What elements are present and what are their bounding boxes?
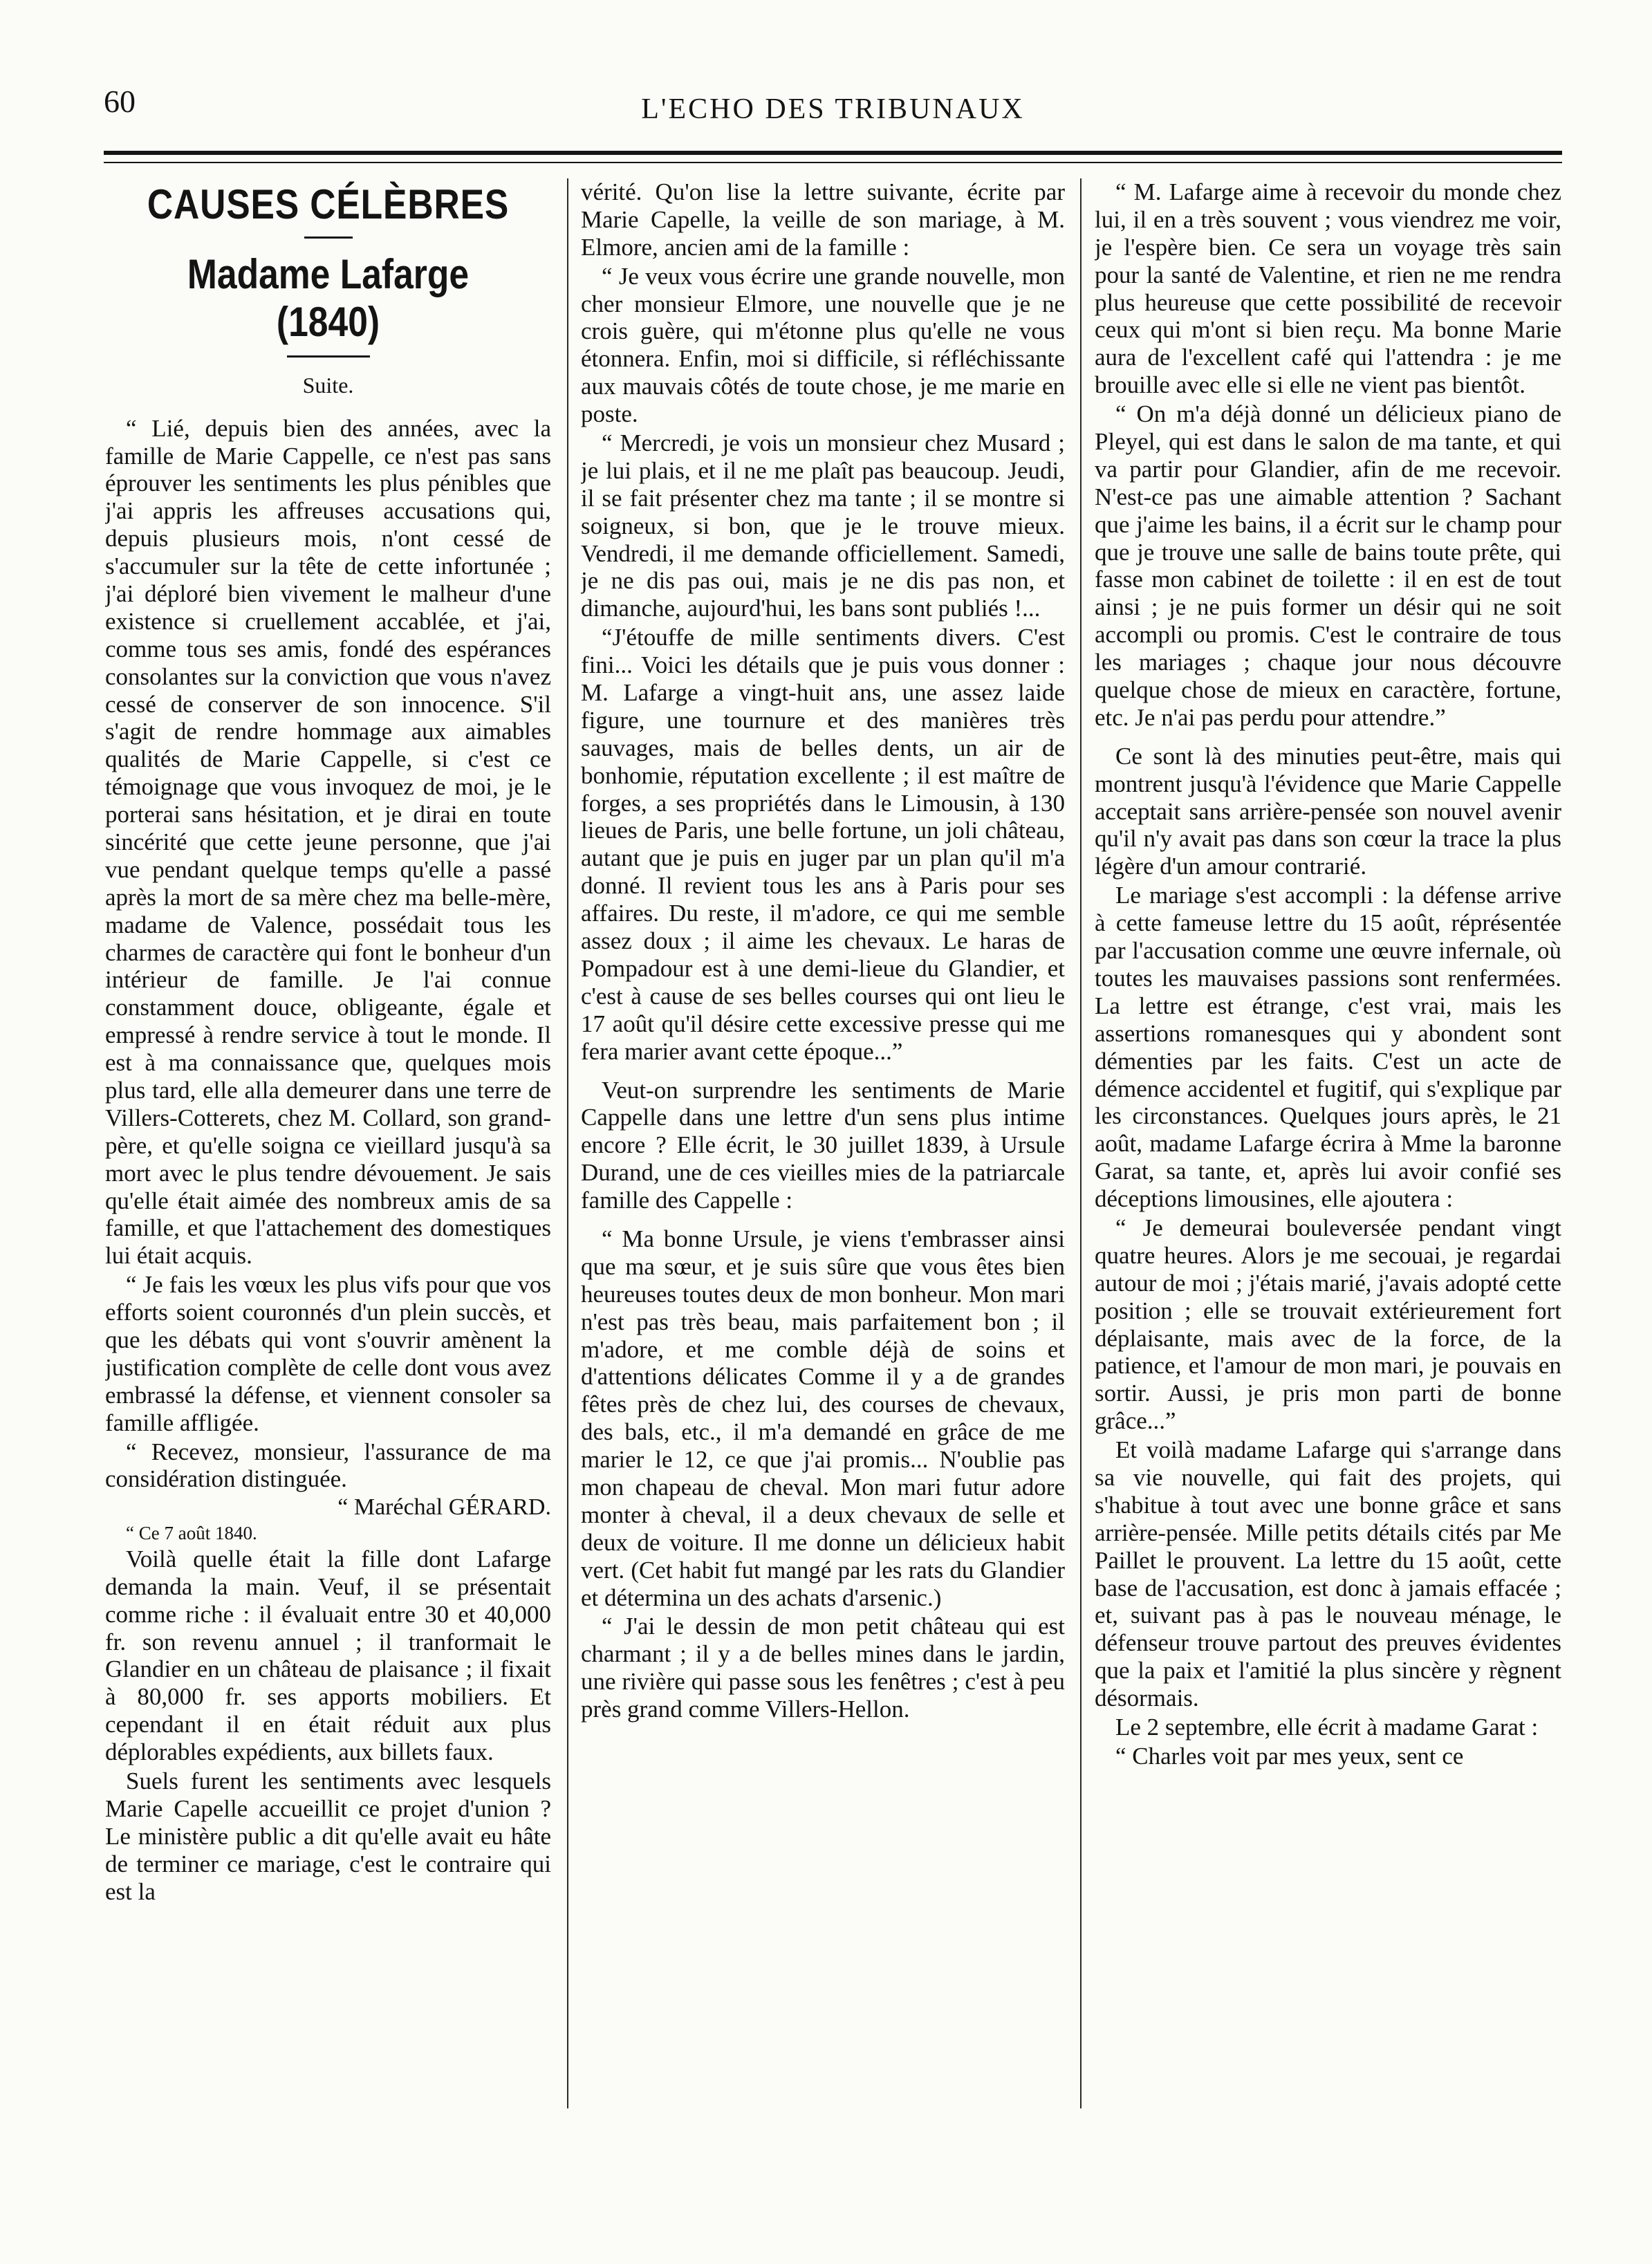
column-3	[1095, 178, 1561, 2133]
paragraph: “ J'ai le dessin de mon petit château qui est charmant ; il y a de belles mines dans le jardin, une rivière qui passe sous les fenêtres ; c'est à peu près grand comme Villers-Hellon.	[581, 1613, 1065, 1723]
paragraph: Suels furent les sentiments avec lesquels Marie Capelle accueillit ce projet d'union ? Le ministère public a dit qu'elle avait eu hâte de terminer ce mariage, c'est le contraire qui est la	[105, 1767, 551, 1905]
paragraph: Ce sont là des minuties peut-être, mais qui montrent jusqu'à l'évidence que Marie Cappelle acceptait sans arrière-pensée son nouvel avenir qu'il n'y avait pas dans son cœur la trace la plus légère d'un amour contrarié.	[1095, 742, 1561, 880]
letter-dateline: “ Ce 7 août 1840.	[126, 1523, 257, 1544]
column-divider	[567, 178, 568, 2108]
paragraph: “ Mercredi, je vois un monsieur chez Musard ; je lui plais, et il ne me plaît pas beaucoup. Jeudi, il se fait présenter chez ma tante ; il se montre si soigneux, si bon, que je le trouve mieux. Vendredi, il me demande officiellement. Samedi, je ne dis pas oui, mais je ne dis pas non, et dimanche, aujourd'hui, les bans sont publiés !...	[581, 429, 1065, 622]
column-1	[105, 178, 551, 2133]
letter-signature: “ Maréchal GÉRARD.	[337, 1494, 551, 1521]
paragraph: “ Ma bonne Ursule, je viens t'embrasser ainsi que ma sœur, et je suis sûre que vous êtes bien heureuses toutes deux de mon bonheur. Mon mari n'est pas très beau, mais parfaitement bon ; il m'adore, et me comble déjà de soins et d'attentions délicates Comme il y a de grandes fêtes près de chez lui, des courses de chevaux, des bals, etc., il m'a demandé en grâce de me marier le 12, ce que j'ai promis... N'oublie pas mon chapeau de cheval. Mon mari futur adore monter à cheval, il a deux chevaux de selle et deux de voiture. Il me donne un délicieux habit vert. (Cet habit fut mangé par les rats du Glandier et détermina un des achats d'arsenic.)	[581, 1225, 1065, 1611]
paragraph: “ Je demeurai bouleversée pendant vingt quatre heures. Alors je me secouai, je regardai autour de moi ; j'étais marié, j'avais adopté cette position ; elle se trouvait extérieurement fort déplaisante, mais avec de la force, de la patience, et l'amour de mon mari, je pouvais en sortir. Aussi, je pris mon parti de bonne grâce...”	[1095, 1214, 1561, 1435]
paragraph: Veut-on surprendre les sentiments de Marie Cappelle dans une lettre d'un sens plus intime encore ? Elle écrit, le 30 juillet 1839, à Ursule Durand, une de ces vieilles mies de la patriarcale famille des Cappelle :	[581, 1076, 1065, 1214]
paragraph: Le mariage s'est accompli : la défense arrive à cette fameuse lettre du 15 août, réprésentée par l'accusation comme une œuvre infernale, où toutes les mauvaises passions sont renfermées. La lettre est étrange, c'est vrai, mais les assertions romanesques qui y abondent sont démenties par les faits. C'est un acte de démence accidentel et fugitif, qui s'explique par les circonstances. Quelques jours après, le 21 août, madame Lafarge écrira à Mme la baronne Garat, sa tante, et, après lui avoir confié ses déceptions limousines, elle ajoutera :	[1095, 882, 1561, 1213]
running-title: L'ECHO DES TRIBUNAUX	[641, 93, 1025, 125]
page-header	[104, 77, 1562, 133]
section-title: CAUSES CÉLÈBRES	[147, 181, 510, 228]
title-divider	[287, 355, 370, 358]
paragraph: “J'étouffe de mille sentiments divers. C'est fini... Voici les détails que je puis vous donner : M. Lafarge a vingt-huit ans, une assez laide figure, une tournure et des manières très sauvages, mais de belles dents, un air de bonhomie, réputation excellente ; il est maître de forges, a ses propriétés dans le Limousin, à 130 lieues de Paris, une belle fortune, un joli château, autant que je puis en juger par un plan qu'il m'a donné. Il revient tous les ans à Paris pour ses affaires. Du reste, il m'adore, ce qui me semble assez doux ; il aime les chevaux. Le haras de Pompadour est à une demi-lieue du Glandier, et c'est à cause de ses belles courses qui ont lieu le 17 août qu'il désire cette excessive presse qui me fera marier avant cette époque...”	[581, 624, 1065, 1065]
article-subtitle: Suite.	[302, 373, 354, 398]
paragraph: “ Je fais les vœux les plus vifs pour que vos efforts soient couronnés d'un plein succès, et que les débats qui vont s'ouvrir amènent la justification complète de celle dont vous avez embrassé la défense, et viennent consoler sa famille affligée.	[105, 1271, 551, 1436]
column-2	[581, 178, 1065, 2133]
paragraph: Le 2 septembre, elle écrit à madame Garat :	[1115, 1713, 1539, 1741]
paragraph: “ Lié, depuis bien des années, avec la famille de Marie Cappelle, ce n'est pas sans éprouver les sentiments les plus pénibles que j'ai appris les affreuses accusations qui, depuis plusieurs mois, n'ont cessé de s'accumuler sur la tête de cette infortunée ; j'ai déploré bien vivement le malheur d'une existence si cruellement accablée, et j'ai, comme tous ses amis, fondé des espérances consolantes sur la conviction que vous n'avez cessé de conserver de son innocence. S'il s'agit de rendre hommage aux aimables qualités de Marie Cappelle, si c'est ce témoignage que vous invoquez de moi, je le porterai sans hésitation, et je dirai en toute sincérité que cette jeune personne, que j'ai vue pendant quelque temps qu'elle a passé après la mort de sa mère chez ma belle-mère, madame de Valence, possédait tous les charmes de caractère qui font le bonheur d'un intérieur de famille. Je l'ai connue constamment douce, obligeante, égale et empressé à rendre service à tout le monde. Il est à ma connaissance que, quelques mois plus tard, elle alla demeurer dans une terre de Villers-Cotterets, chez M. Collard, son grand-père, et qu'elle soigna ce vieillard jusqu'à sa mort avec le plus tendre dévouement. Je sais qu'elle était aimée des nombreux amis de sa famille, et que l'attachement des domestiques lui était acquis.	[105, 414, 551, 1270]
paragraph: “ Je veux vous écrire une grande nouvelle, mon cher monsieur Elmore, une nouvelle que je ne crois guère, qui m'étonne plus qu'elle ne vous étonnera. Enfin, moi si difficile, si réfléchissante aux mauvais côtés de toute chose, je me marie en poste.	[581, 262, 1065, 428]
title-divider	[304, 236, 353, 239]
paragraph: “ M. Lafarge aime à recevoir du monde chez lui, il en a très souvent ; vous viendrez me voir, je l'espère bien. Ce sera un voyage très sain pour la santé de Valentine, et rien ne me rendra plus heureuse que cette possibilité de recevoir ceux qui m'ont si bien reçu. Ma bonne Marie aura de l'excellent café qui l'attendra : je me brouille avec elle si elle ne vient pas bientôt.	[1095, 178, 1561, 399]
article-title: Madame Lafarge (1840)	[187, 251, 470, 345]
paragraph: “ On m'a déjà donné un délicieux piano de Pleyel, qui est dans le salon de ma tante, et qui va partir pour Glandier, afin de me recevoir. N'est-ce pas une aimable attention ? Sachant que j'aime les bains, il a écrit sur le champ pour que je trouve une salle de bains toute prête, qui fasse mon cabinet de toilette : il en est de tout ainsi ; je ne puis former un désir qui ne soit accompli ou promis. C'est le contraire de tous les mariages ; chaque jour nous découvre quelque chose de mieux en caractère, fortune, etc. Je n'ai pas perdu pour attendre.”	[1095, 400, 1561, 731]
header-rule-thin	[104, 162, 1562, 163]
page-number: 60	[104, 84, 136, 119]
header-rule-thick	[104, 151, 1562, 155]
paragraph: Et voilà madame Lafarge qui s'arrange dans sa vie nouvelle, qui fait des projets, qui s'habitue à tout avec une bonne grâce et sans arrière-pensée. Mille petits détails cités par Me Paillet le prouvent. La lettre du 15 août, cette base de l'accusation, est donc à jamais effacée ; et, suivant pas à pas le nouveau ménage, le défenseur trouve partout des preuves évidentes que la paix et l'amitié la plus sincère y règnent désormais.	[1095, 1436, 1561, 1712]
paragraph: Voilà quelle était la fille dont Lafarge demanda la main. Veuf, il se présentait comme riche : il évaluait entre 30 et 40,000 fr. son revenu annuel ; il tranformait le Glandier en un château de plaisance ; il fixait à 80,000 fr. ses apports mobiliers. Et cependant il en était réduit aux plus déplorables expédients, aux billets faux.	[105, 1545, 551, 1766]
paragraph: “ Recevez, monsieur, l'assurance de ma considération distinguée.	[105, 1438, 551, 1493]
column-divider	[1080, 178, 1082, 2108]
paragraph: “ Charles voit par mes yeux, sent ce	[1115, 1742, 1464, 1770]
paragraph: vérité. Qu'on lise la lettre suivante, écrite par Marie Capelle, la veille de son mariage, à M. Elmore, ancien ami de la famille :	[581, 178, 1065, 261]
